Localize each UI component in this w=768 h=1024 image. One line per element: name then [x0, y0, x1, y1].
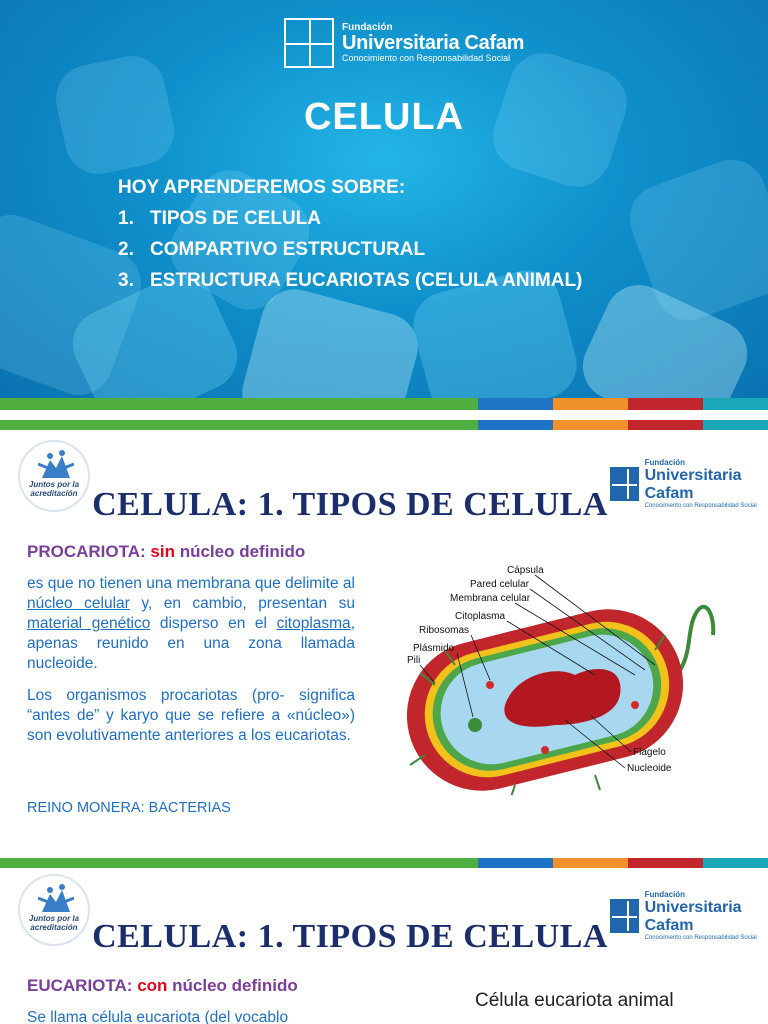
acreditacion-text: Juntos por la acreditación — [28, 480, 80, 498]
link-nucleo-celular[interactable]: núcleo celular — [27, 595, 130, 612]
bar-green — [0, 858, 478, 868]
label-pili: Pili — [407, 655, 421, 666]
bar-red — [628, 858, 703, 868]
bar-blue — [478, 858, 553, 868]
subtitle-label: EUCARIOTA: — [27, 976, 138, 995]
text-run: disperso en el — [150, 615, 277, 632]
slide-title: CELULA: 1. TIPOS DE CELULA — [92, 918, 608, 955]
ribosome-dot — [486, 681, 494, 689]
agenda-text: COMPARTIVO ESTRUCTURAL — [150, 239, 426, 260]
bar-orange — [553, 398, 628, 410]
bacteria-diagram — [395, 555, 725, 795]
agenda-text: ESTRUCTURA EUCARIOTAS (CELULA ANIMAL) — [150, 270, 583, 291]
logo-line1: Fundación — [342, 21, 393, 33]
acreditacion-text: Juntos por la acreditación — [28, 914, 80, 932]
logo-line3: Conocimiento con Responsabilidad Social — [644, 503, 757, 509]
paragraph — [27, 574, 355, 674]
subtitle-rest: núcleo definido — [167, 976, 298, 995]
ribosome-dot — [541, 746, 549, 754]
agenda-text: TIPOS DE CELULA — [150, 208, 322, 229]
procariota-slide — [0, 430, 768, 858]
label-plasmido: Plásmido — [413, 643, 455, 654]
label-nucleoide: Nucleoide — [627, 763, 672, 774]
bar-teal — [703, 858, 768, 868]
subtitle-rest: núcleo definido — [174, 542, 306, 561]
label-citoplasma: Citoplasma — [455, 611, 506, 622]
paragraph: Se llama célula eucariota (del vocablo — [27, 1009, 289, 1024]
people-icon — [38, 450, 74, 480]
agenda-number: 2. — [118, 239, 134, 260]
label-pared: Pared celular — [470, 579, 529, 590]
subtitle-highlight: con — [137, 976, 168, 995]
text-run: es que no tienen una membrana que delimite al — [27, 575, 355, 592]
bar-teal — [703, 398, 768, 410]
agenda-item — [118, 265, 582, 296]
ribosome-dot — [631, 701, 639, 709]
brand-color-bar — [0, 398, 768, 410]
bar-green — [0, 398, 478, 410]
eucariota-text — [27, 1008, 355, 1024]
logo-line1: Fundación — [644, 890, 686, 899]
slide-subtitle — [27, 976, 298, 996]
paragraph: Los organismos procariotas (pro- significa “antes de” y karyo que se refiere a «núcleo») son evolutivamente anteriores a los eucariotas. — [27, 687, 355, 744]
brand-color-bar — [0, 858, 768, 868]
agenda-number: 1. — [118, 208, 134, 229]
cafam-logo — [284, 18, 524, 68]
logo-line2: Universitaria Cafam — [644, 899, 742, 934]
bar-blue — [478, 398, 553, 410]
title-slide — [0, 0, 768, 398]
bar-teal — [703, 420, 768, 430]
reino-label: REINO MONERA: BACTERIAS — [27, 800, 231, 816]
link-material-genetico[interactable]: material genético — [27, 615, 151, 632]
bar-green — [0, 420, 478, 430]
slide-title: CELULA — [303, 96, 465, 138]
bar-red — [628, 398, 703, 410]
subtitle-label: PROCARIOTA: — [27, 542, 151, 561]
bar-blue — [478, 420, 553, 430]
logo-line2: Universitaria Cafam — [644, 467, 742, 502]
bar-red — [628, 420, 703, 430]
procariota-text — [27, 574, 355, 758]
subtitle-highlight: sin — [150, 542, 175, 561]
slide-title: CELULA: 1. TIPOS DE CELULA — [92, 486, 608, 523]
agenda-heading: HOY APRENDEREMOS SOBRE: — [118, 177, 406, 198]
diagram-caption: Célula eucariota animal — [475, 990, 674, 1011]
shield-icon — [284, 18, 334, 68]
people-icon — [38, 884, 74, 914]
text-run: , apenas reunido en una zona llamada nucleoide. — [27, 615, 355, 672]
plasmid-shape — [468, 718, 482, 732]
eucariota-slide — [0, 868, 768, 1024]
label-ribosomas: Ribosomas — [419, 625, 470, 636]
agenda — [118, 172, 582, 296]
label-flagelo: Flagelo — [633, 747, 666, 758]
brand-color-bar — [0, 420, 768, 430]
agenda-item — [118, 234, 582, 265]
link-citoplasma[interactable]: citoplasma — [276, 615, 351, 632]
bar-orange — [553, 858, 628, 868]
logo-line2: Universitaria Cafam — [342, 32, 525, 55]
agenda-item — [118, 203, 582, 234]
agenda-number: 3. — [118, 270, 134, 291]
text-run: y, en cambio, presentan su — [129, 595, 355, 612]
label-capsula: Cápsula — [507, 565, 544, 576]
logo-line3: Conocimiento con Responsabilidad Social — [342, 53, 511, 64]
logo-line1: Fundación — [644, 458, 686, 467]
logo-line3: Conocimiento con Responsabilidad Social — [644, 935, 757, 941]
label-membrana: Membrana celular — [450, 593, 531, 604]
bar-orange — [553, 420, 628, 430]
slide-subtitle — [27, 542, 305, 562]
